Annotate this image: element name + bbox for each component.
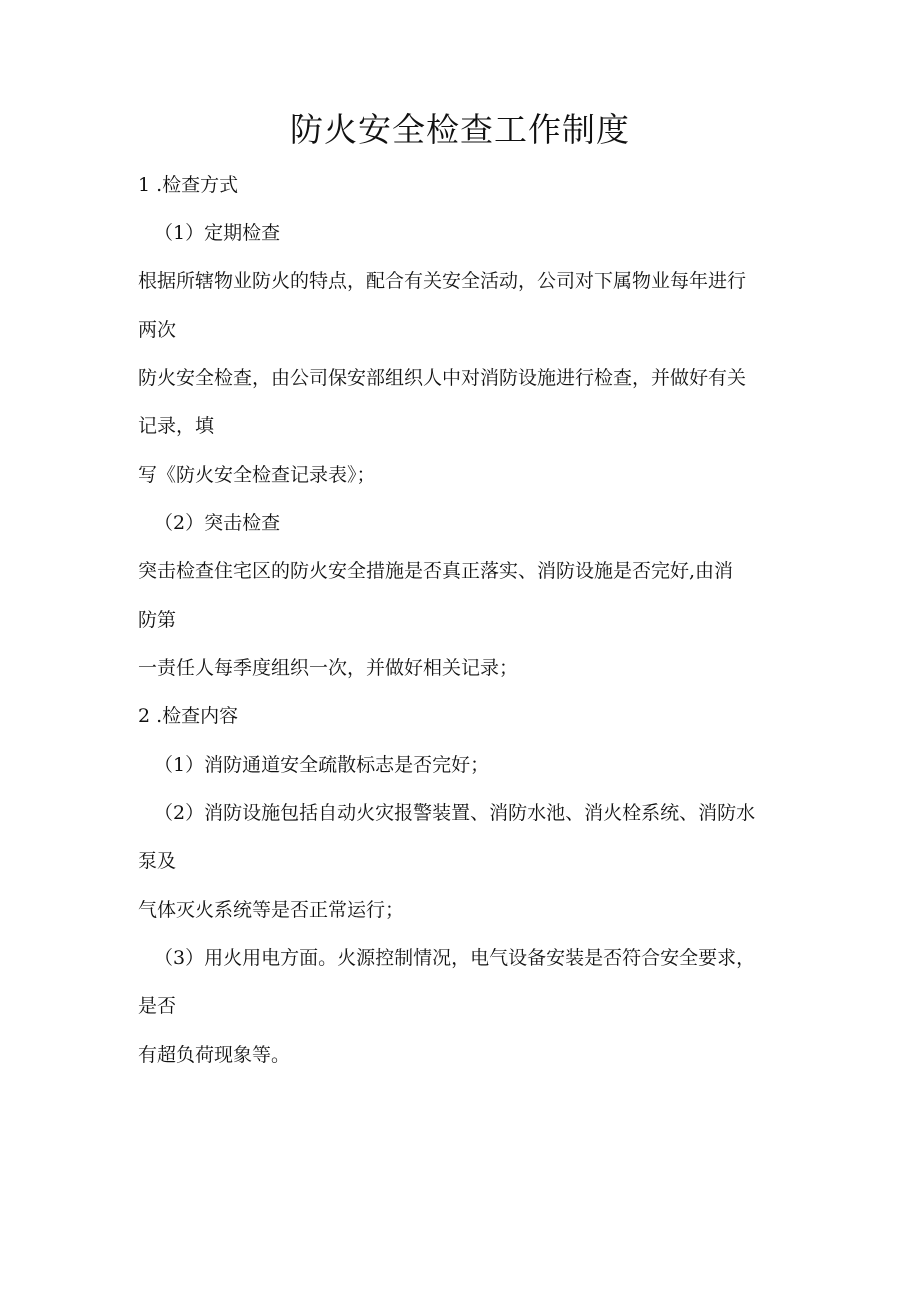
- paragraph-line: 防第: [138, 609, 177, 631]
- subheading-surprise-inspection: （2）突击检查: [154, 512, 281, 534]
- paragraph-line: 记录，填: [138, 415, 215, 437]
- paragraph-line: 写《防火安全检查记录表》；: [138, 464, 376, 486]
- list-item: （2）消防设施包括自动火灾报警装置、消防水池、消火栓系统、消防水: [154, 802, 756, 824]
- list-item: （3）用火用电方面。火源控制情况，电气设备安装是否符合安全要求，: [154, 947, 756, 969]
- paragraph-line: 是否: [138, 995, 177, 1017]
- paragraph-line: 根据所辖物业防火的特点，配合有关安全活动，公司对下属物业每年进行: [138, 270, 747, 292]
- document-title: 防火安全检查工作制度: [290, 110, 630, 149]
- paragraph-line: 气体灭火系统等是否正常运行；: [138, 899, 405, 921]
- paragraph-line: 一责任人每季度组织一次，并做好相关记录；: [138, 657, 519, 679]
- section-heading-inspection-content: 2 .检查内容: [138, 705, 239, 727]
- section-heading-inspection-method: 1 .检查方式: [138, 174, 239, 196]
- paragraph-line: 泵及: [138, 850, 177, 872]
- paragraph-line: 有超负荷现象等。: [138, 1044, 291, 1066]
- list-item: （1）消防通道安全疏散标志是否完好；: [154, 754, 490, 776]
- paragraph-line: 两次: [138, 319, 177, 341]
- subheading-regular-inspection: （1）定期检查: [154, 222, 281, 244]
- paragraph-line: 防火安全检查，由公司保安部组织人中对消防设施进行检查，并做好有关: [138, 367, 747, 389]
- paragraph-line: 突击检查住宅区的防火安全措施是否真正落实、消防设施是否完好,由消: [138, 560, 734, 582]
